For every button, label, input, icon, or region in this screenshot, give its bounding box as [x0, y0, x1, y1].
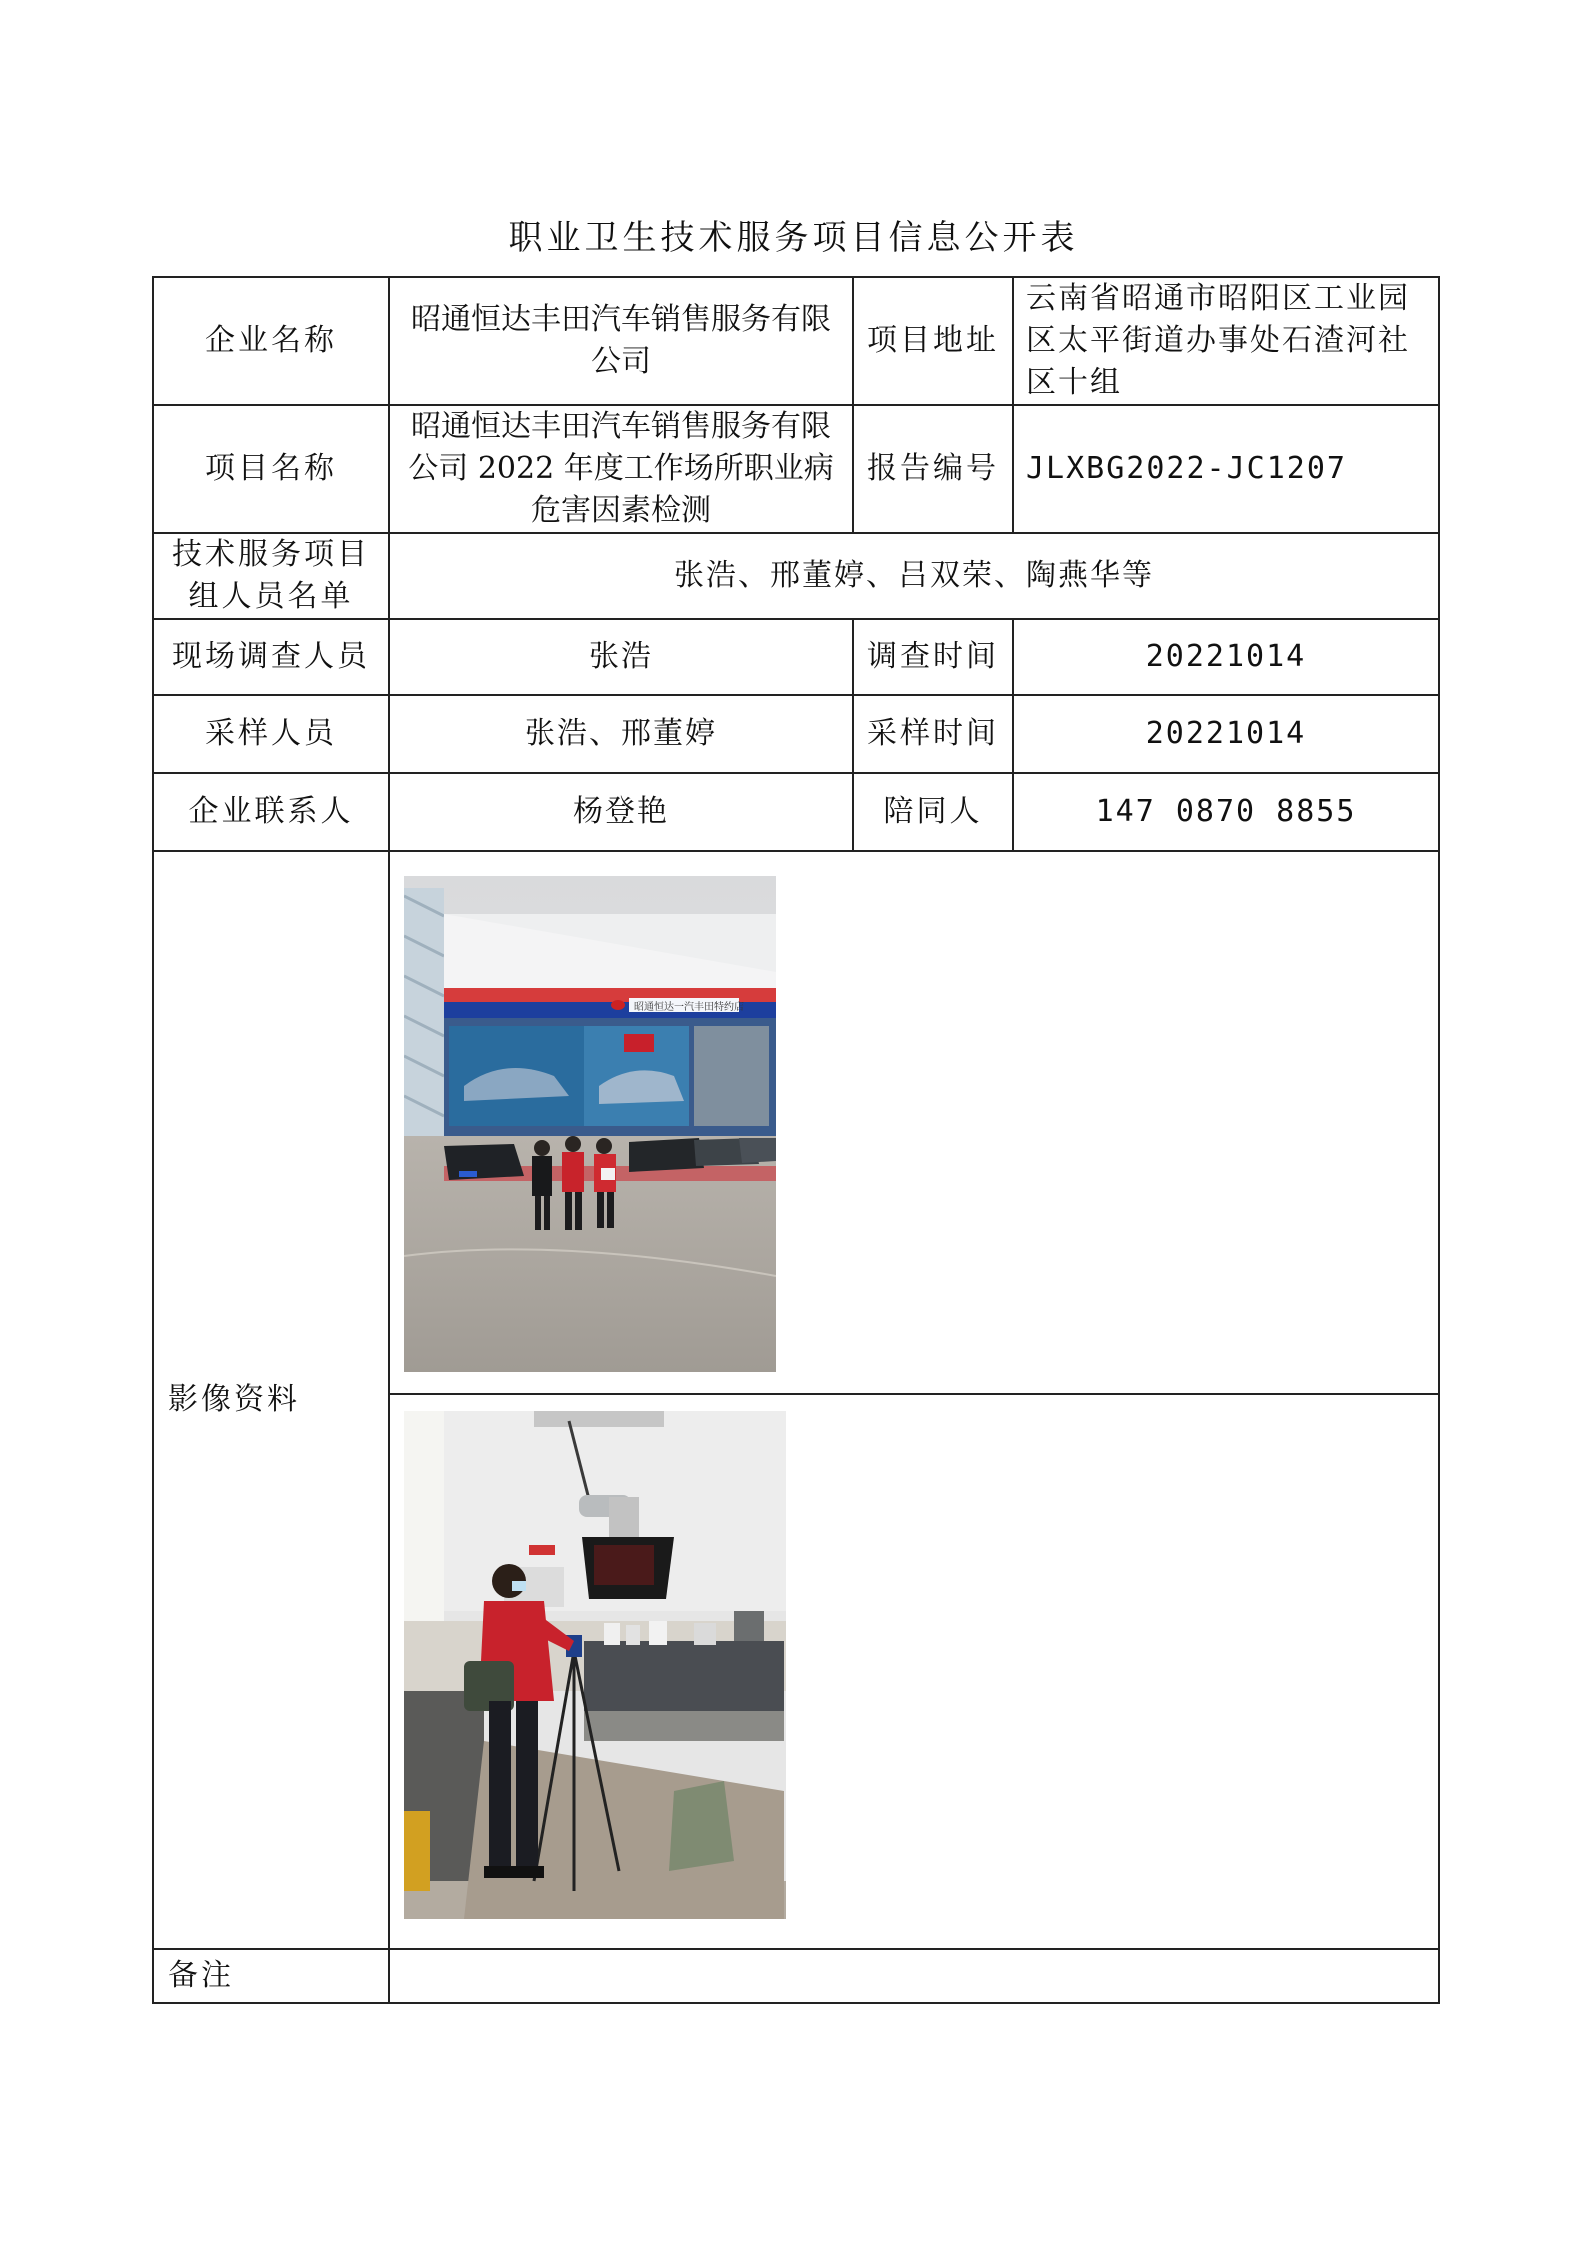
report-no-label: 报告编号: [853, 405, 1013, 533]
report-no-value: JLXBG2022-JC1207: [1013, 405, 1439, 533]
row-project: [153, 405, 1439, 533]
project-name-value: 昭通恒达丰田汽车销售服务有限公司 2022 年度工作场所职业病危害因素检测: [389, 405, 853, 533]
sampling-staff-value: 张浩、邢董婷: [389, 695, 853, 773]
page-title: 职业卫生技术服务项目信息公开表: [508, 218, 1079, 258]
enterprise-name-value: 昭通恒达丰田汽车销售服务有限公司: [389, 277, 853, 405]
survey-staff-value: 张浩: [389, 619, 853, 695]
remarks-value: [389, 1949, 1439, 2003]
contact-label: 企业联系人: [153, 773, 389, 851]
project-address-value: 云南省昭通市昭阳区工业园区太平街道办事处石渣河社区十组: [1013, 277, 1439, 405]
companion-label: 陪同人: [853, 773, 1013, 851]
images-cell: [389, 851, 1439, 1949]
team-label: 技术服务项目组人员名单: [153, 533, 389, 619]
companion-value: 147 0870 8855: [1013, 773, 1439, 851]
team-value: 张浩、邢董婷、吕双荣、陶燕华等: [389, 533, 1439, 619]
sampling-time-label: 采样时间: [853, 695, 1013, 773]
survey-time-label: 调查时间: [853, 619, 1013, 695]
contact-value: 杨登艳: [389, 773, 853, 851]
row-enterprise: [153, 277, 1439, 405]
sampling-time-value: 20221014: [1013, 695, 1439, 773]
images-label: 影像资料: [153, 851, 389, 1949]
photo-box-2: [390, 1395, 1438, 1948]
row-images: [153, 851, 1439, 1949]
info-table: [152, 276, 1440, 2004]
project-name-label: 项目名称: [153, 405, 389, 533]
survey-time-value: 20221014: [1013, 619, 1439, 695]
photo-dealership-exterior: [404, 876, 776, 1372]
photo-box-1: [390, 852, 1438, 1395]
photo-workshop-sampling: [404, 1411, 786, 1919]
remarks-label: 备注: [153, 1949, 389, 2003]
sampling-staff-label: 采样人员: [153, 695, 389, 773]
enterprise-name-label: 企业名称: [153, 277, 389, 405]
survey-staff-label: 现场调查人员: [153, 619, 389, 695]
row-remarks: [153, 1949, 1439, 2003]
project-address-label: 项目地址: [853, 277, 1013, 405]
dealer-sign-text: 昭通恒达一汽丰田特约店: [634, 1002, 744, 1013]
row-team: [153, 533, 1439, 619]
row-sampling: [153, 695, 1439, 773]
row-survey: [153, 619, 1439, 695]
row-contact: [153, 773, 1439, 851]
